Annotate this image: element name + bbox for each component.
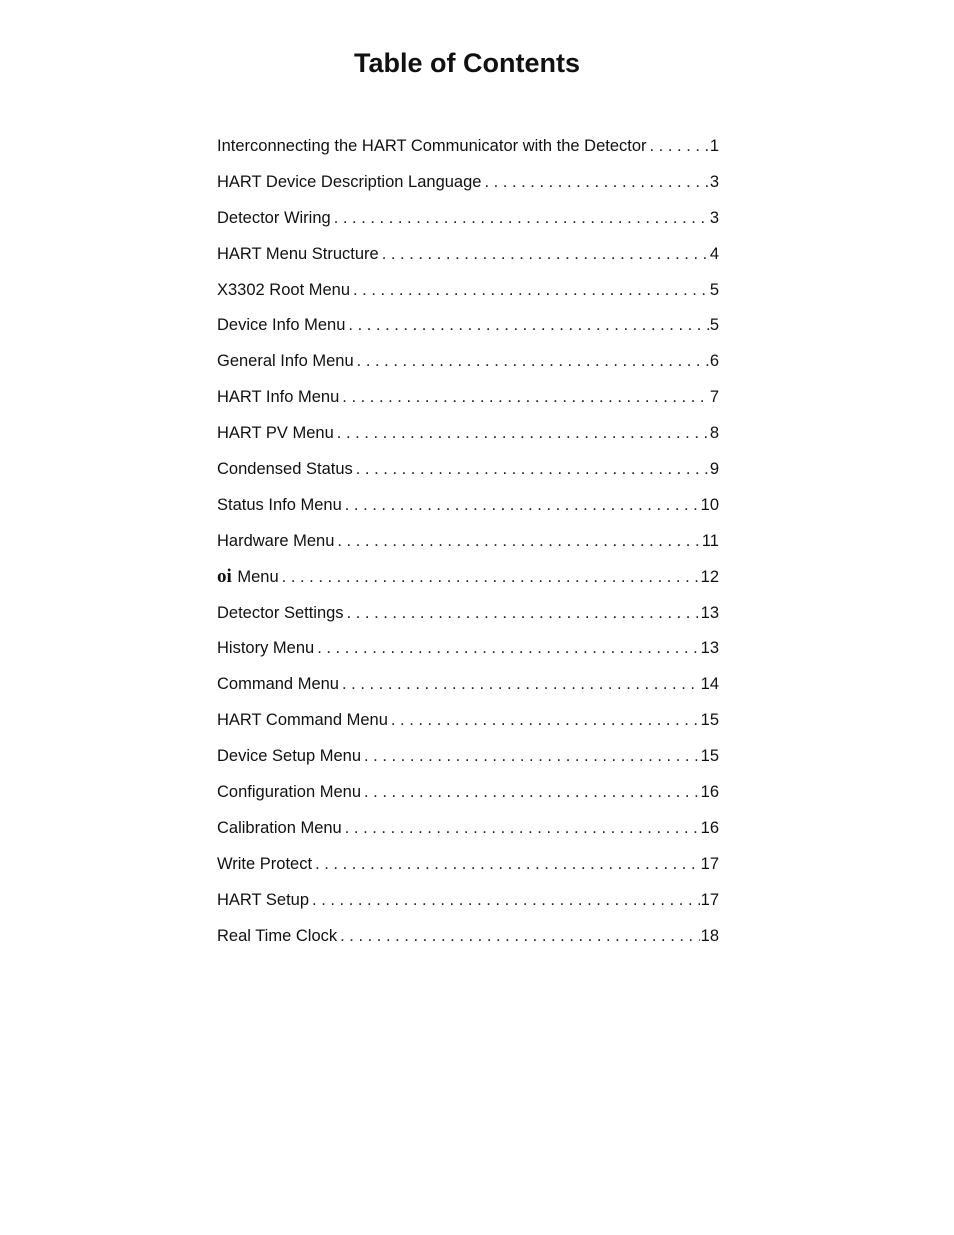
toc-entry-real-time-clock[interactable] <box>217 921 719 957</box>
toc-entry-label: History Menu <box>217 639 315 658</box>
toc-entry-label: HART PV Menu <box>217 424 334 443</box>
dot-leader <box>484 167 708 197</box>
toc-entry-label: Hardware Menu <box>217 531 335 550</box>
dot-leader <box>391 705 700 735</box>
toc-entry-hart-command-menu[interactable] <box>217 705 719 741</box>
dot-leader <box>337 418 709 448</box>
toc-entry-label: HART Command Menu <box>217 711 388 730</box>
toc-entry-root-menu[interactable] <box>217 275 719 311</box>
toc-entry-label: Status Info Menu <box>217 495 342 514</box>
dot-leader <box>348 310 708 340</box>
dot-leader <box>364 741 700 771</box>
toc-entry-device-setup-menu[interactable] <box>217 741 719 777</box>
toc-entry-configuration-menu[interactable] <box>217 777 719 813</box>
toc-entry-label: Calibration Menu <box>217 818 342 837</box>
toc-entry-label: General Info Menu <box>217 352 354 371</box>
dot-leader <box>382 239 709 269</box>
toc-entry-detector-settings[interactable] <box>217 598 719 634</box>
toc-entry-label: Device Setup Menu <box>217 747 361 766</box>
toc-entry-label-text: Menu <box>237 567 279 586</box>
dot-leader <box>342 382 709 412</box>
toc-entry-page: 3 <box>709 172 719 191</box>
dot-leader <box>357 346 709 376</box>
toc-entry-page: 13 <box>700 603 719 622</box>
toc-entry-calibration-menu[interactable] <box>217 813 719 849</box>
toc-entry-device-info-menu[interactable] <box>217 310 719 346</box>
toc-entry-page: 14 <box>700 675 719 694</box>
page-title: Table of Contents <box>354 48 580 78</box>
toc-entry-page: 3 <box>709 208 719 227</box>
toc-entry-dd-language[interactable] <box>217 167 719 203</box>
toc-entry-page: 10 <box>700 495 719 514</box>
toc-entry-page: 17 <box>700 890 719 909</box>
toc-entry-label: HART Setup <box>217 890 310 909</box>
dot-leader <box>315 849 700 879</box>
toc-entry-condensed-status[interactable] <box>217 454 719 490</box>
toc-entry-label: Interconnecting the HART Communicator with the Detector <box>217 137 647 155</box>
dot-leader <box>334 203 709 233</box>
toc-entry-label <box>217 562 279 592</box>
oi-logo-icon: oi <box>217 565 232 587</box>
dot-leader <box>340 921 700 951</box>
toc-entry-hart-setup[interactable] <box>217 885 719 921</box>
dot-leader <box>356 454 709 484</box>
toc-entry-history-menu[interactable] <box>217 633 719 669</box>
toc-entry-page: 15 <box>700 747 719 766</box>
toc-entry-oi-menu[interactable] <box>217 562 719 598</box>
toc-entry-label: X3302 Root Menu <box>217 280 351 299</box>
dot-leader <box>345 813 700 843</box>
toc-entry-label: Write Protect <box>217 854 313 873</box>
toc-entry-label: Detector Wiring <box>217 208 331 227</box>
toc-entry-page: 17 <box>700 854 719 873</box>
toc-entry-page: 6 <box>709 352 719 371</box>
toc-entry-detector-wiring[interactable] <box>217 203 719 239</box>
toc-entry-hart-pv-menu[interactable] <box>217 418 719 454</box>
toc-entry-hart-menu-structure[interactable] <box>217 239 719 275</box>
toc-entry-page: 1 <box>709 137 719 155</box>
dot-leader <box>345 490 700 520</box>
dot-leader <box>353 275 709 305</box>
dot-leader <box>312 885 700 915</box>
toc-entry-label: Configuration Menu <box>217 783 362 802</box>
dot-leader <box>650 131 709 161</box>
dot-leader <box>317 633 699 663</box>
toc-entry-page: 13 <box>700 639 719 658</box>
toc-entry-page: 18 <box>700 926 719 945</box>
toc-entry-label: Condensed Status <box>217 460 353 479</box>
toc-entry-page: 15 <box>700 711 719 730</box>
toc-entry-page: 12 <box>700 567 719 586</box>
toc-entry-page: 4 <box>709 244 719 263</box>
toc-entry-hart-info-menu[interactable] <box>217 382 719 418</box>
toc-entry-interconnecting[interactable] <box>217 131 719 167</box>
toc-entry-label: Detector Settings <box>217 603 344 622</box>
dot-leader <box>342 669 700 699</box>
toc-entry-page: 16 <box>700 818 719 837</box>
toc-entry-label: Device Info Menu <box>217 316 346 335</box>
table-of-contents <box>217 131 719 956</box>
toc-entry-page: 7 <box>709 388 719 407</box>
toc-entry-page: 8 <box>709 424 719 443</box>
toc-entry-label: HART Menu Structure <box>217 244 379 263</box>
toc-entry-page: 5 <box>709 316 719 335</box>
toc-entry-status-info-menu[interactable] <box>217 490 719 526</box>
toc-entry-page: 11 <box>701 531 719 550</box>
dot-leader <box>347 598 700 628</box>
toc-entry-label: Real Time Clock <box>217 926 338 945</box>
toc-entry-command-menu[interactable] <box>217 669 719 705</box>
toc-entry-hardware-menu[interactable] <box>217 526 719 562</box>
toc-entry-page: 5 <box>709 280 719 299</box>
toc-entry-page: 16 <box>700 783 719 802</box>
toc-entry-label: Command Menu <box>217 675 339 694</box>
dot-leader <box>282 562 700 592</box>
dot-leader <box>364 777 700 807</box>
toc-entry-page: 9 <box>709 460 719 479</box>
toc-entry-general-info-menu[interactable] <box>217 346 719 382</box>
toc-entry-label: HART Info Menu <box>217 388 340 407</box>
toc-entry-write-protect[interactable] <box>217 849 719 885</box>
toc-entry-label: HART Device Description Language <box>217 172 482 191</box>
dot-leader <box>337 526 700 556</box>
